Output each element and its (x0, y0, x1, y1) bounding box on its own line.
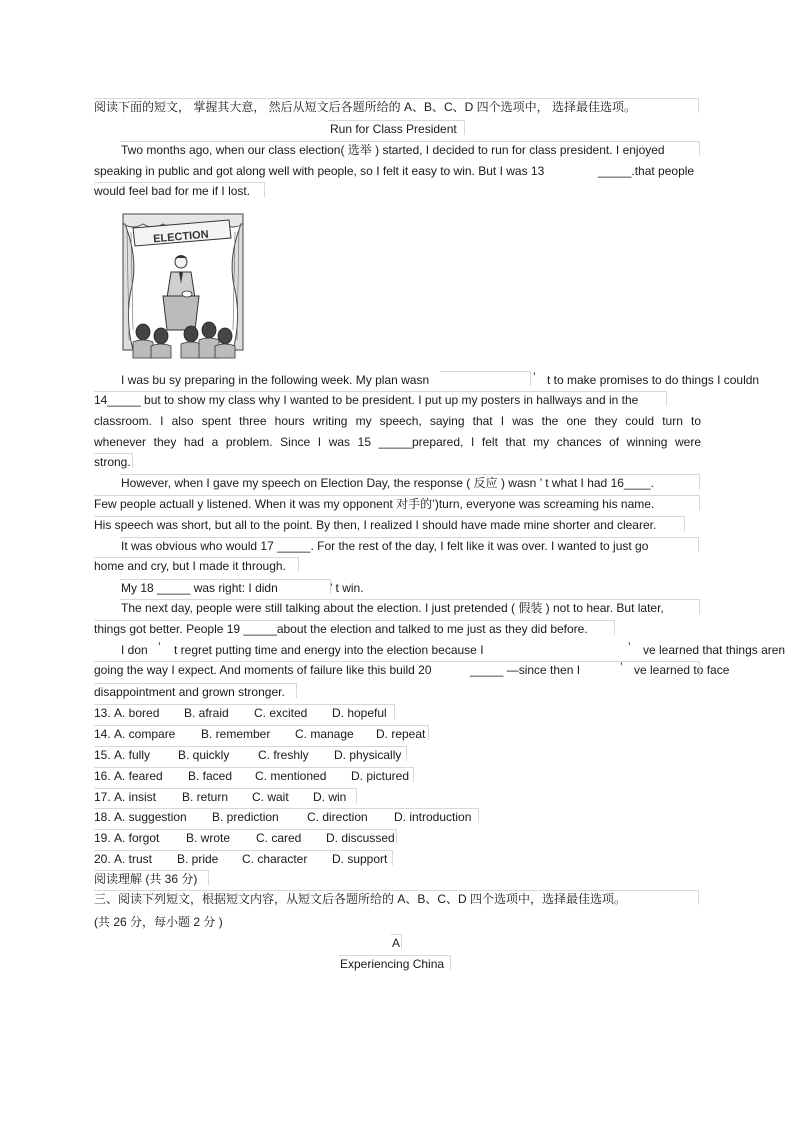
line-rule (94, 890, 699, 905)
line-rule (440, 371, 531, 386)
p6-line2: things got better. People 19 _____about the election and talked to me just as they did before. (94, 622, 588, 636)
p5-line1a: My 18 _____ was right: I didn (121, 581, 278, 595)
line-rule (120, 474, 700, 489)
p1-line2a: speaking in public and got along well with people, so I felt it easy to win. But I was 13 (94, 164, 545, 178)
line-rule (94, 98, 699, 113)
p2-apostrophe: ’ (533, 370, 536, 384)
p2-line3: classroom. I also spent three hours writing my speech, saying that I was the one they could turn to (94, 414, 701, 428)
line-rule (120, 579, 331, 594)
line-rule (94, 767, 414, 782)
question-14: 14. A. compare B. remember C. manage D. repeat (94, 727, 426, 741)
question-16: 16. A. feared B. faced C. mentioned D. pictured (94, 769, 410, 783)
p2-line1c: t to make promises to do things I couldn (547, 373, 760, 387)
line-rule (94, 850, 393, 865)
line-rule (94, 661, 700, 676)
election-speech-illustration (121, 210, 245, 360)
line-rule (94, 870, 209, 885)
p3-line3: His speech was short, but all to the point. By then, I realized I should have made mine shorter and clearer. (94, 518, 657, 532)
p4-line1: It was obvious who would 17 _____. For the rest of the day, I felt like it was over. I wanted to just go (121, 539, 649, 553)
election-illustration (121, 210, 245, 360)
question-20: 20. A. trust B. pride C. character D. support (94, 852, 388, 866)
instructions: 阅读下面的短文， 掌握其大意， 然后从短文后各题所给的 A、B、C、D 四个选项中， 选择最佳选项。 (94, 100, 637, 114)
line-rule (94, 808, 479, 823)
p7-apostrophe3: ’ (620, 660, 623, 674)
line-rule (94, 453, 133, 468)
passage-title: Run for Class President (330, 122, 457, 136)
line-rule (94, 516, 685, 531)
passage-letter: A (392, 936, 401, 950)
passage-b-title: Experiencing China (340, 957, 445, 971)
line-rule (94, 704, 395, 719)
p7-line2d: ve learned to face (634, 663, 730, 677)
p6-line1: The next day, people were still talking about the election. I just pretended ( 假装 ) not to hear. But later, (121, 601, 664, 615)
p1-line2b: _____.that people (598, 164, 695, 178)
banner-text: ELECTION (152, 228, 210, 246)
line-rule (94, 829, 397, 844)
p7-line2b: _____ —since then I (470, 663, 581, 677)
p7-line3: disappointment and grown stronger. (94, 685, 285, 699)
p2-line5: strong. (94, 455, 131, 469)
p1-line1: Two months ago, when our class election( 选举 ) started, I decided to run for class president. I enjoyed (121, 143, 665, 157)
line-rule (94, 725, 429, 740)
line-rule (94, 788, 357, 803)
line-rule (94, 391, 667, 406)
line-rule (94, 182, 265, 197)
p2-line2: 14_____ but to show my class why I wanted to be president. I put up my posters in hallways and in the (94, 393, 639, 407)
line-rule (328, 120, 465, 135)
question-18: 18. A. suggestion B. prediction C. direction D. introduction (94, 810, 472, 824)
line-rule (391, 934, 402, 949)
line-rule (120, 141, 700, 156)
line-rule (94, 495, 700, 510)
line-rule (339, 955, 451, 970)
p4-line2: home and cry, but I made it through. (94, 559, 286, 573)
p7-apostrophe2: ’ (628, 640, 631, 654)
question-17: 17. A. insist B. return C. wait D. win (94, 790, 347, 804)
p3-line1: However, when I gave my speech on Election Day, the response ( 反应 ) wasn ’ t what I had 16____. (121, 476, 654, 490)
p3-line2: Few people actuall y listened. When it was my opponent 对手的’)turn, everyone was screaming his name. (94, 497, 655, 511)
p1-line3: would feel bad for me if I lost. (94, 184, 251, 198)
p7-line1c: t regret putting time and energy into the election because I (174, 643, 484, 657)
section-instructions: 三、阅读下列短文，根据短文内容，从短文后各题所给的 A、B、C、D 四个选项中，选择最佳选项。 (94, 892, 627, 906)
question-19: 19. A. forgot B. wrote C. cared D. discussed (94, 831, 395, 845)
line-rule (94, 620, 615, 635)
line-rule (94, 557, 299, 572)
p7-line2a: going the way I expect. And moments of failure like this build 20 (94, 663, 432, 677)
question-15: 15. A. fully B. quickly C. freshly D. physically (94, 748, 402, 762)
p7-apostrophe1: ’ (158, 640, 161, 654)
question-13: 13. A. bored B. afraid C. excited D. hopeful (94, 706, 387, 720)
p2-line1a: I was bu sy preparing in the following week. My plan wasn (121, 373, 430, 387)
line-rule (120, 537, 699, 552)
p2-line4: whenever they had a problem. Since I was 15 _____prepared, I felt that my chances of winning were (94, 435, 701, 449)
p5-line1b: ’ t win. (330, 581, 364, 595)
line-rule (120, 599, 700, 614)
section-heading: 阅读理解 (共 36 分) (94, 872, 198, 886)
p7-line1e: ve learned that things aren (643, 643, 786, 657)
line-rule (94, 746, 407, 761)
section-points: (共 26 分，每小题 2 分 ) (94, 915, 223, 929)
line-rule (94, 683, 297, 698)
p7-line1a: I don (121, 643, 148, 657)
